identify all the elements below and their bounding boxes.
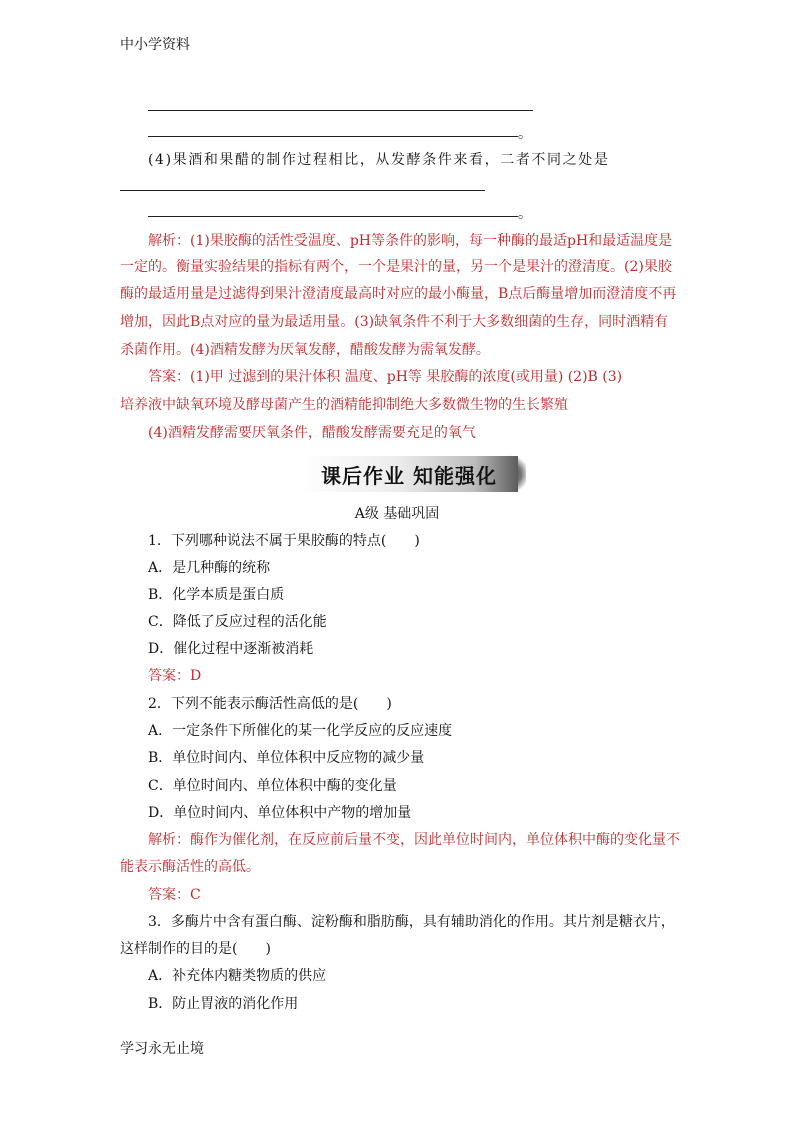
question-3-stem-cont: 这样制作的目的是( ) bbox=[120, 941, 271, 957]
answer-blank-line bbox=[148, 136, 518, 137]
period-mark: 。 bbox=[518, 206, 532, 222]
question-1-option-a: A．是几种酶的统称 bbox=[148, 560, 271, 576]
analysis-label: 解析： bbox=[148, 832, 190, 848]
answer-value: D bbox=[190, 668, 202, 684]
question-4-text: (4)果酒和果醋的制作过程相比，从发酵条件来看，二者不同之处是 bbox=[148, 152, 610, 168]
question-2-option-b: B．单位时间内、单位体积中反应物的减少量 bbox=[148, 750, 425, 766]
answer-label: 答案： bbox=[148, 668, 190, 684]
level-heading: A级 基础巩固 bbox=[354, 506, 440, 522]
page-footer: 学习永无止境 bbox=[120, 1041, 204, 1057]
analysis-line: 能表示酶活性的高低。 bbox=[120, 859, 260, 875]
question-2-answer bbox=[148, 885, 201, 905]
question-1-stem: 1．下列哪种说法不属于果胶酶的特点( ) bbox=[148, 533, 420, 549]
question-2-stem: 2．下列不能表示酶活性高低的是( ) bbox=[148, 696, 392, 712]
analysis-paragraph bbox=[148, 231, 672, 251]
answer-text: (4)酒精发酵需要厌氧条件，醋酸发酵需要充足的氧气 bbox=[148, 425, 476, 441]
answer-value: C bbox=[190, 887, 201, 903]
analysis-line: (1)果胶酶的活性受温度、pH等条件的影响，每一种酶的最适pH和最适温度是 bbox=[190, 233, 673, 249]
page-header: 中小学资料 bbox=[120, 37, 190, 53]
analysis-line: 杀菌作用。(4)酒精发酵为厌氧发酵，醋酸发酵为需氧发酵。 bbox=[120, 342, 490, 358]
question-2-analysis bbox=[148, 830, 680, 850]
analysis-label: 解析： bbox=[148, 233, 190, 249]
section-banner bbox=[300, 456, 518, 492]
answer-blank-line bbox=[120, 190, 485, 191]
analysis-line: 一定的。衡量实验结果的指标有两个，一个是果汁的量，另一个是果汁的澄清度。(2)果胶 bbox=[120, 259, 672, 275]
question-3-stem: 3．多酶片中含有蛋白酶、淀粉酶和脂肪酶，具有辅助消化的作用。其片剂是糖衣片， bbox=[148, 914, 675, 930]
question-3-option-b: B．防止胃液的消化作用 bbox=[148, 996, 299, 1012]
question-3-option-a: A．补充体内糖类物质的供应 bbox=[148, 968, 327, 984]
analysis-line: 酶的最适用量是过滤得到果汁澄清度最高时对应的最小酶量，B点后酶量增加而澄清度不再 bbox=[120, 286, 677, 302]
analysis-line: 酶作为催化剂，在反应前后量不变，因此单位时间内，单位体积中酶的变化量不 bbox=[190, 832, 680, 848]
question-1-option-b: B．化学本质是蛋白质 bbox=[148, 587, 285, 603]
question-2-option-a: A．一定条件下所催化的某一化学反应的反应速度 bbox=[148, 723, 453, 739]
section-title: 课后作业 知能强化 bbox=[321, 463, 497, 488]
answer-label: 答案： bbox=[148, 887, 190, 903]
question-2-option-c: C．单位时间内、单位体积中酶的变化量 bbox=[148, 778, 397, 794]
answer-text: 培养液中缺氧环境及酵母菌产生的酒精能抑制绝大多数微生物的生长繁殖 bbox=[120, 397, 568, 413]
question-1-option-c: C．降低了反应过程的活化能 bbox=[148, 614, 327, 630]
analysis-line: 增加，因此B点对应的量为最适用量。(3)缺氧条件不利于大多数细菌的生存，同时酒精有 bbox=[120, 314, 669, 330]
answer-text: (1)甲 过滤到的果汁体积 温度、pH等 果胶酶的浓度(或用量) (2)B (3) bbox=[190, 369, 623, 385]
answer-blank-line bbox=[148, 216, 518, 217]
question-2-option-d: D．单位时间内、单位体积中产物的增加量 bbox=[148, 805, 412, 821]
answer-label: 答案： bbox=[148, 369, 190, 385]
answer-paragraph bbox=[148, 367, 622, 387]
period-mark: 。 bbox=[518, 126, 532, 142]
answer-blank-line bbox=[148, 110, 533, 111]
question-1-option-d: D．催化过程中逐渐被消耗 bbox=[148, 641, 314, 657]
question-1-answer bbox=[148, 666, 201, 686]
